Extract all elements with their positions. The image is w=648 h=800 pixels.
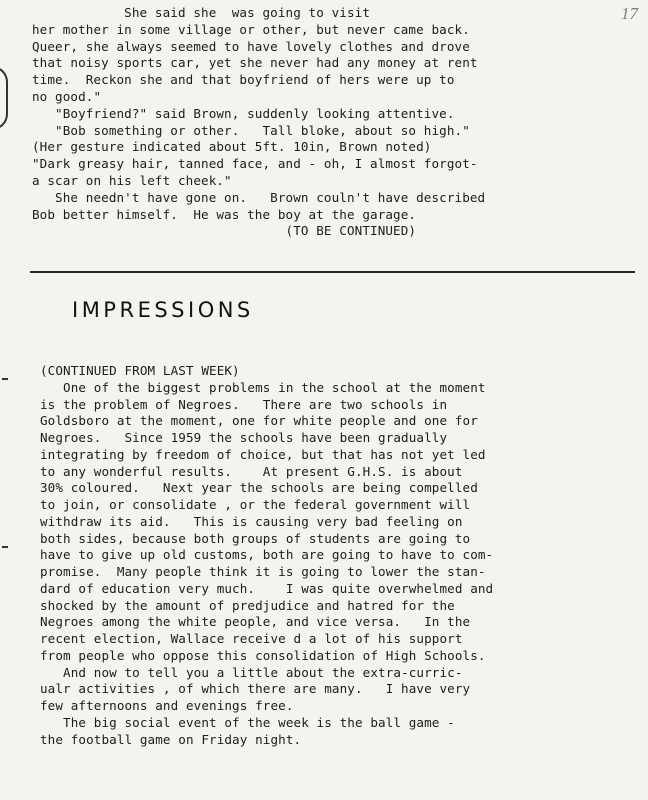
text-line: promise. Many people think it is going to lower the stan- (40, 564, 486, 579)
text-line: Queer, she always seemed to have lovely clothes and drove (32, 38, 470, 54)
margin-mark (2, 378, 8, 380)
text-line: from people who oppose this consolidation of High Schools. (40, 647, 486, 663)
text-line: to any wonderful results. At present G.H.S. is about (40, 463, 463, 479)
text-line: have to give up old customs, both are going to have to com- (40, 547, 494, 563)
text-line: ualr activities , of which there are many. I have very (40, 681, 471, 697)
text-line: Goldsboro at the moment, one for white people and one for (40, 413, 478, 429)
text-line: the football game on Friday night. (40, 731, 302, 747)
text-line: recent election, Wallace receive d a lot of his support (40, 631, 463, 646)
text-line: few afternoons and evenings free. (40, 698, 294, 713)
text-line: She needn't have gone on. Brown couln't have described (32, 189, 486, 205)
text-line: her mother in some village or other, but never came back. (32, 21, 470, 37)
page-number: 17 (621, 4, 638, 23)
text-line: shocked by the amount of predjudice and hatred for the (40, 597, 455, 613)
margin-mark (2, 546, 8, 548)
text-line: The big social event of the week is the ball game - (40, 714, 455, 730)
section-heading: IMPRESSIONS (72, 298, 254, 322)
text-line: Negroes among the white people, and vice versa. In the (40, 614, 471, 630)
text-line: "Boyfriend?" said Brown, suddenly looking attentive. (32, 105, 455, 121)
section-divider (30, 271, 635, 273)
text-line: One of the biggest problems in the school at the moment (40, 379, 486, 395)
text-line: 30% coloured. Next year the schools are being compelled (40, 480, 478, 496)
text-line: a scar on his left cheek." (32, 172, 232, 188)
to-be-continued-line: (TO BE CONTINUED) (32, 223, 417, 239)
text-line: Negroes. Since 1959 the schools have been gradually (40, 430, 448, 445)
continued-note: (CONTINUED FROM LAST WEEK) (40, 363, 240, 378)
impressions-article (40, 363, 640, 748)
text-line: (Her gesture indicated about 5ft. 10in, Brown noted) (32, 139, 432, 155)
text-line: "Dark greasy hair, tanned face, and - oh, I almost forgot- (32, 156, 478, 172)
text-line: that noisy sports car, yet she never had any money at rent (32, 55, 478, 71)
text-line: Bob better himself. He was the boy at the garage. (32, 206, 417, 222)
text-line: both sides, because both groups of students are going to (40, 530, 471, 546)
text-line: dard of education very much. I was quite overwhelmed and (40, 580, 494, 596)
text-line: no good." (32, 88, 102, 104)
text-line: time. Reckon she and that boyfriend of hers were up to (32, 72, 455, 88)
story-continuation (32, 5, 636, 240)
text-line: And now to tell you a little about the extra-curric- (40, 664, 463, 680)
text-line: She said she was going to visit (32, 5, 371, 20)
text-line: to join, or consolidate , or the federal government will (40, 497, 471, 512)
text-line: integrating by freedom of choice, but that has not yet led (40, 446, 486, 462)
text-line: withdraw its aid. This is causing very bad feeling on (40, 513, 463, 529)
text-line: is the problem of Negroes. There are two schools in (40, 396, 448, 412)
bracket-mark (0, 66, 8, 130)
text-line: "Bob something or other. Tall bloke, about so high." (32, 122, 470, 138)
